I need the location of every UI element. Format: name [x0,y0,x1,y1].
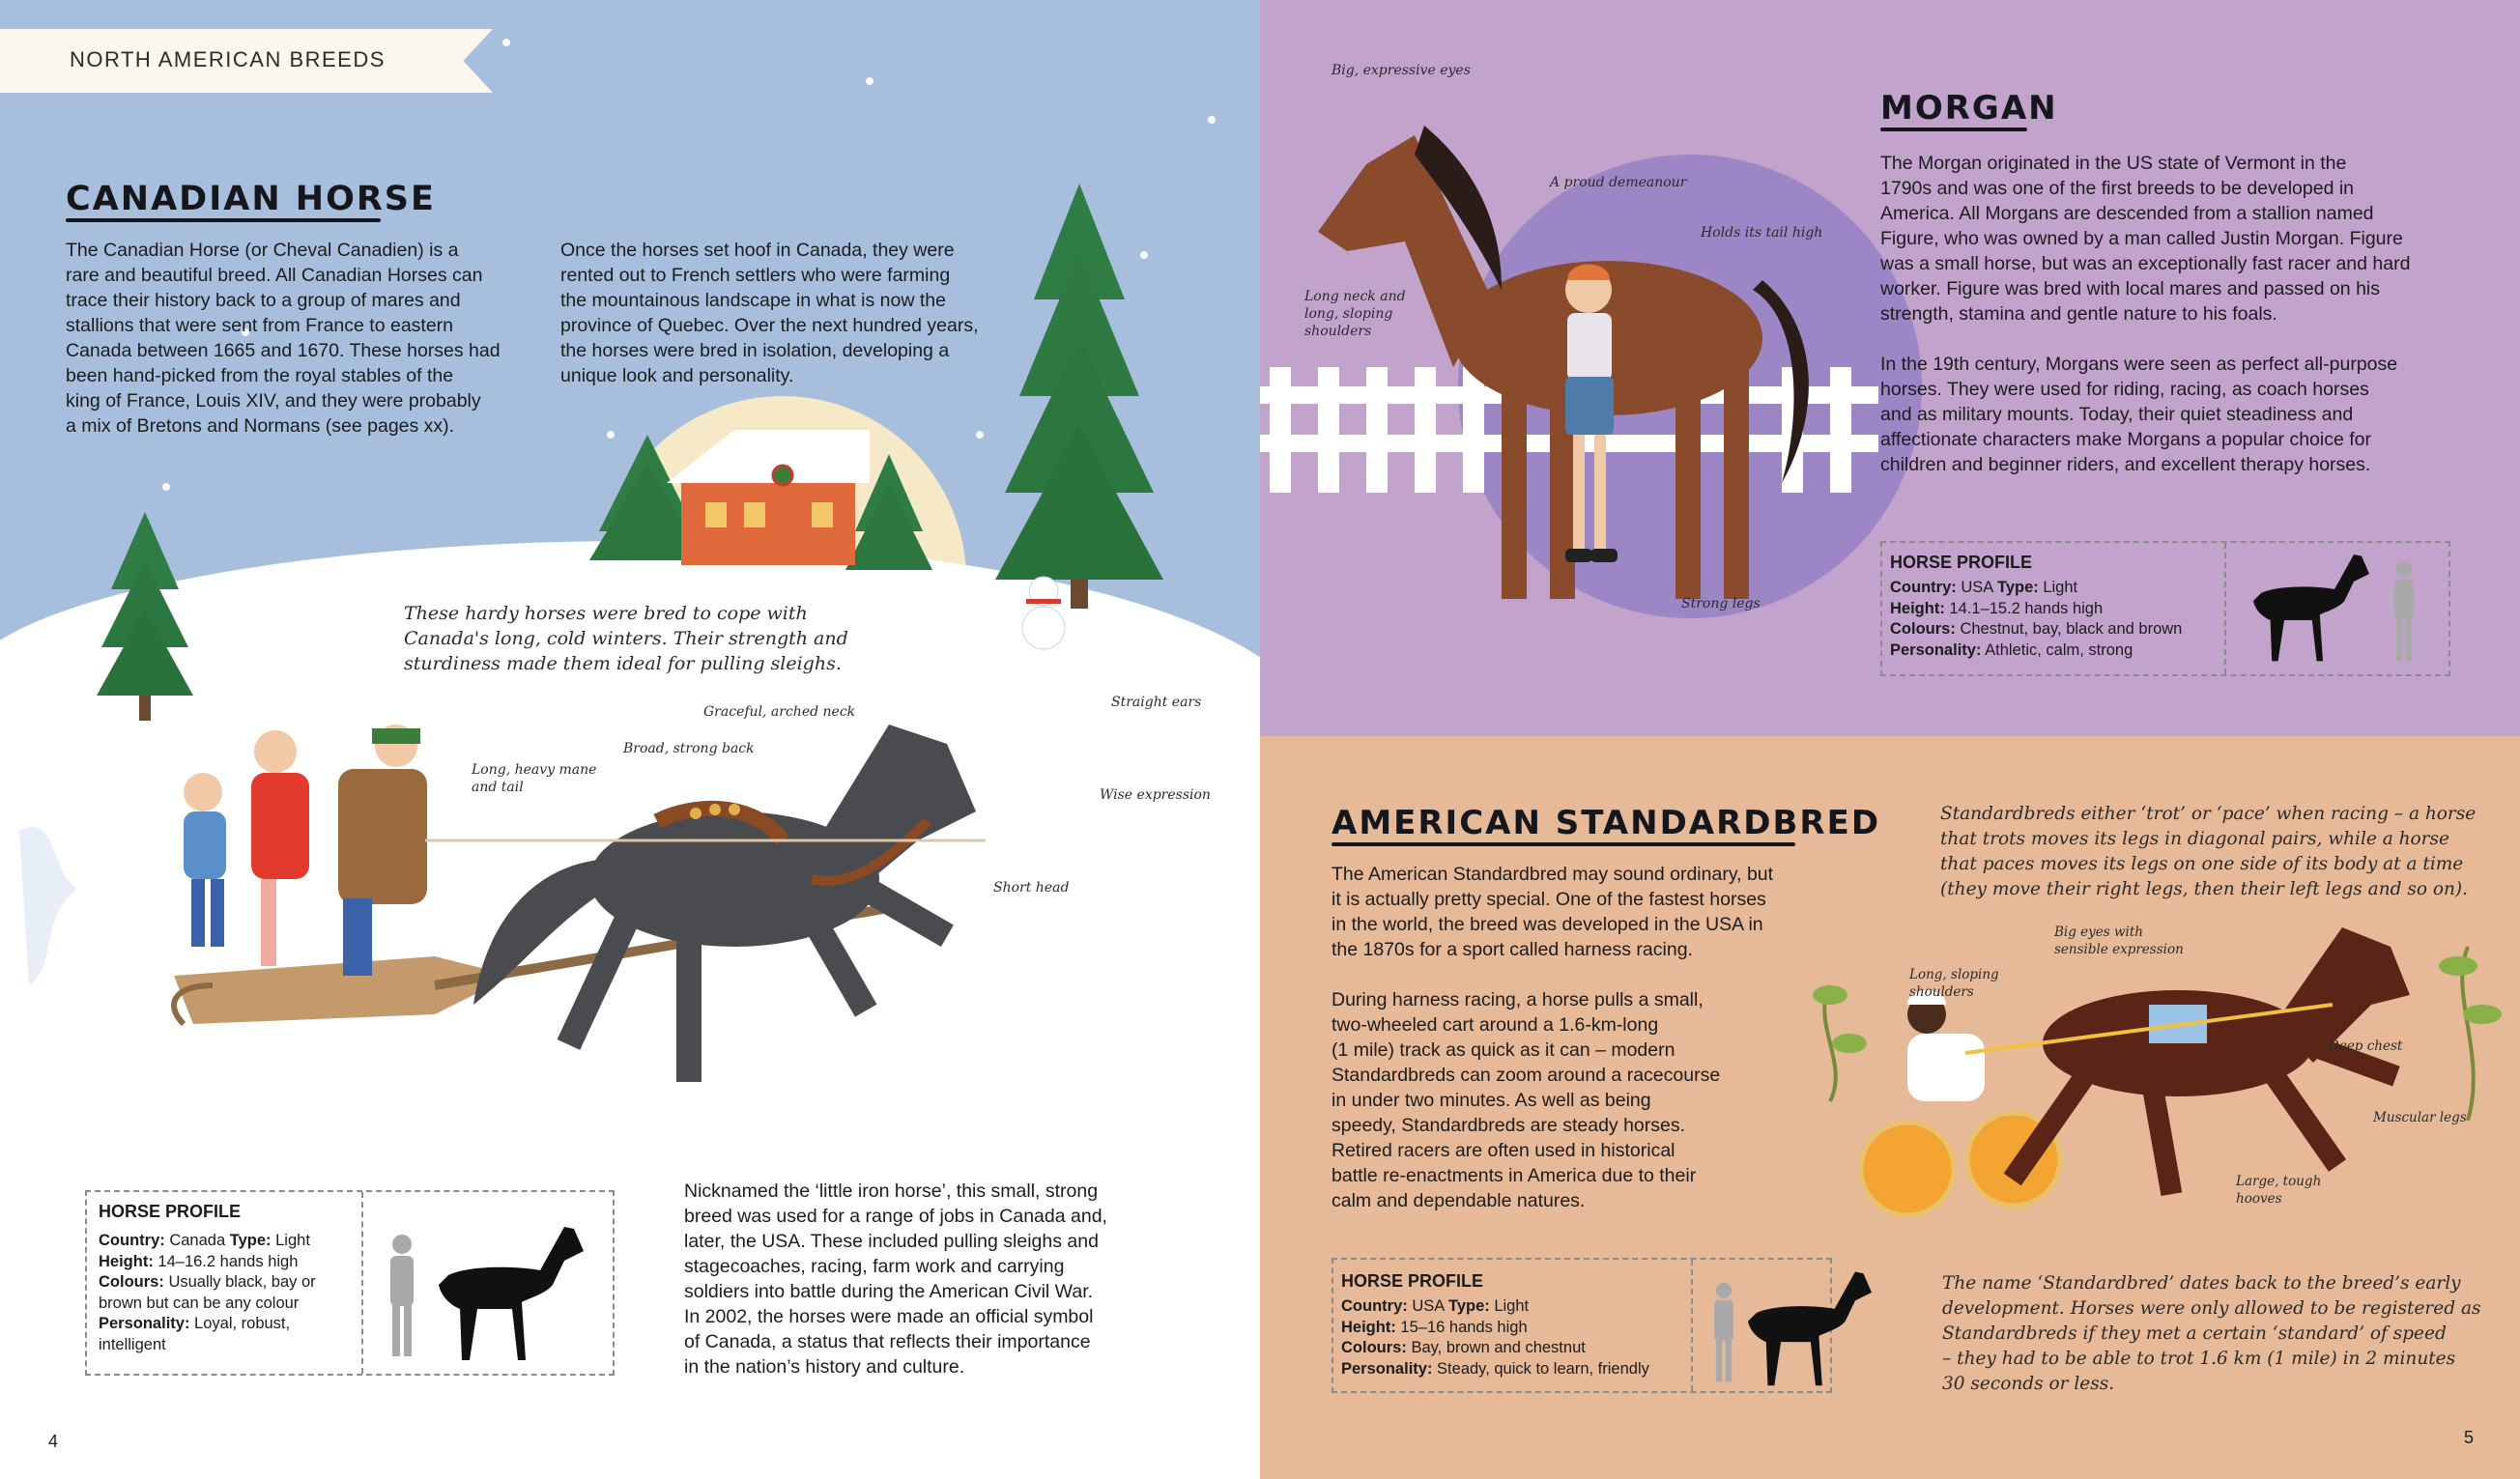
name-origin-caption: The name ‘Standardbred’ dates back to the breed’s early development. Horses were only allowed to be registered as Standardbreds if they met a certain ‘standard’ of speed – they had to be able to trot 1.6 km (1 mile) in 2 minutes 30 seconds or less. [1942,1273,2481,1394]
type-label: Type: [229,1232,272,1249]
profile-heading: HORSE PROFILE [1341,1271,1484,1291]
type-label: Type: [1996,579,2039,596]
personality-value: Steady, quick to learn, friendly [1437,1359,1649,1378]
title-underline [66,218,381,222]
annotation-short-head: Short head [993,880,1070,896]
personality-value: Athletic, calm, strong [1985,640,2133,659]
country-label: Country: [99,1232,165,1249]
type-value: Light [2043,579,2078,596]
sleigh-and-canadian-horse-illustration [19,696,1217,1140]
colours-label: Colours: [1890,620,1956,638]
annotation-strong-legs: Strong legs [1681,596,1761,612]
annotation-sloping-shoulders: Long, sloping shoulders [1909,967,1999,1000]
colours-value: Usually black, bay or brown but can be any colour [99,1273,316,1312]
type-value: Light [1494,1297,1530,1315]
person-silhouette-icon [2387,560,2421,663]
morgan-paragraph-2: In the 19th century, Morgans were seen as perfect all-purpose horses. They were used for riding, racing, as coach horses and as military mounts. Today, their quiet steadiness and affectionate characters make Morgans a popular choice for children and beginner riders, and excellent therapy horses. [1880,354,2398,475]
personality-label: Personality: [99,1315,190,1332]
intro-paragraph-1: The Canadian Horse (or Cheval Canadien) is a rare and beautiful breed. All Canadian Horses can trace their history back to a group of mares and stallions that were sent from France to eastern Canada between 1665 and 1670. These horses had been hand-picked from the royal stables of the king of France, Louis XIV, and they were probably a mix of Bretons and Normans (see pages xx). [66,240,501,437]
right-page [1260,0,2520,1479]
colours-value: Chestnut, bay, black and brown [1960,620,2183,638]
snowflake [866,77,873,85]
section-title-standardbred: AMERICAN STANDARDBRED [1332,804,1881,842]
profile-divider [361,1192,363,1374]
height-label: Height: [1890,599,1945,617]
standardbred-paragraph-2: During harness racing, a horse pulls a small, two-wheeled cart around a 1.6-km-long (1 mile) track as quick as it can – modern Standardbreds can zoom around a racecourse in under two minutes. As well as being speedy, Standardbreds are steady horses. Retired racers are often used in historical battle re-enactments in America due to their calm and dependable natures. [1332,989,1721,1211]
morgan-paragraph-1: The Morgan originated in the US state of Vermont in the 1790s and was one of the first breeds to be developed in America. All Morgans are descended from a stallion named Figure, who was owned by a man called Justin Morgan. Figure was a small horse, but was an exceptionally fast racer and hard worker. Figure was bred with local mares and passed on his strength, stamina and gentle nature to his foals. [1880,153,2411,325]
profile-details [99,1231,359,1355]
annotation-graceful-neck: Graceful, arched neck [703,704,856,720]
page-number-right: 5 [2464,1428,2475,1447]
profile-details [1341,1296,1699,1379]
country-label: Country: [1341,1297,1408,1315]
height-value: 14–16.2 hands high [158,1252,299,1270]
annotation-long-neck: Long neck and long, sloping shoulders [1304,289,1406,339]
person-silhouette-icon [1706,1281,1741,1383]
height-label: Height: [99,1252,154,1270]
profile-heading: HORSE PROFILE [1890,553,2033,572]
colours-value: Bay, brown and chestnut [1411,1339,1586,1356]
annotation-deep-chest: Deep chest [2329,1038,2403,1054]
annotation-long-mane: Long, heavy mane and tail [472,762,597,795]
personality-value: Loyal, robust, intelligent [99,1315,291,1353]
type-value: Light [275,1232,310,1249]
title-underline [1332,842,1795,846]
page-number-left: 4 [48,1432,59,1451]
country-value: USA [1412,1297,1445,1315]
profile-heading: HORSE PROFILE [99,1202,242,1221]
iron-horse-paragraph: Nicknamed the ‘little iron horse’, this small, strong breed was used for a range of jobs in Canada and, later, the USA. These included pulling sleighs and stagecoaches, racing, farm work and carrying soldiers into battle during the American Civil War. In 2002, the horses were made an official symbol of Canada, a status that reflects their importance in the nation’s history and culture. [684,1180,1107,1378]
snowflake [502,39,510,46]
height-label: Height: [1341,1318,1396,1336]
annotation-tail-high: Holds its tail high [1701,225,1823,241]
horse-silhouette-icon [1737,1264,1882,1387]
annotation-straight-ears: Straight ears [1111,695,1202,710]
country-value: USA [1961,579,1993,596]
annotation-broad-back: Broad, strong back [623,741,755,756]
type-label: Type: [1447,1297,1490,1315]
colours-label: Colours: [99,1273,164,1291]
profile-divider [2224,543,2226,674]
person-silhouette-icon [381,1233,423,1358]
height-value: 14.1–15.2 hands high [1949,599,2104,617]
title-underline [1880,128,2027,131]
annotation-wise-expression: Wise expression [1100,787,1211,803]
annotation-tough-hooves: Large, tough hooves [2236,1174,2322,1207]
height-value: 15–16 hands high [1400,1318,1528,1336]
annotation-proud-demeanour: A proud demeanour [1550,175,1687,190]
page-title-canadian-horse: CANADIAN HORSE [66,180,436,218]
horse-silhouette-icon [429,1217,593,1362]
winter-caption: These hardy horses were bred to cope with Canada's long, cold winters. Their strength and sturdiness made them ideal for pulling sleighs. [404,603,848,674]
horse-silhouette-icon [2244,547,2379,663]
snowflake [162,483,170,491]
country-value: Canada [169,1232,226,1249]
intro-paragraph-2: Once the horses set hoof in Canada, they were rented out to French settlers who were farming the mountainous landscape in what is now the province of Quebec. Over the next hundred years, the horses were bred in isolation, developing a unique look and personality. [560,240,979,386]
section-banner-label: NORTH AMERICAN BREEDS [70,47,386,71]
personality-label: Personality: [1890,640,1982,659]
annotation-big-eyes: Big, expressive eyes [1332,63,1471,78]
snowflake [1208,116,1216,124]
annotation-muscular-legs: Muscular legs [2373,1110,2467,1125]
personality-label: Personality: [1341,1359,1433,1378]
standardbred-paragraph-1: The American Standardbred may sound ordinary, but it is actually pretty special. One of the fastest horses in the world, the breed was developed in the USA in the 1870s for a sport called harness racing. [1332,864,1774,960]
gait-caption: Standardbreds either ‘trot’ or ‘pace’ when racing – a horse that trots moves its legs in diagonal pairs, while a horse that paces moves its legs on one side of its body at a time (they move their right legs, then their left legs and so on). [1940,804,2477,899]
pine-tree-icon [92,512,198,725]
colours-label: Colours: [1341,1339,1407,1356]
annotation-big-eyes-sensible: Big eyes with sensible expression [2054,924,2184,957]
section-title-morgan: MORGAN [1880,89,2058,128]
profile-details [1890,578,2219,661]
country-label: Country: [1890,579,1957,596]
